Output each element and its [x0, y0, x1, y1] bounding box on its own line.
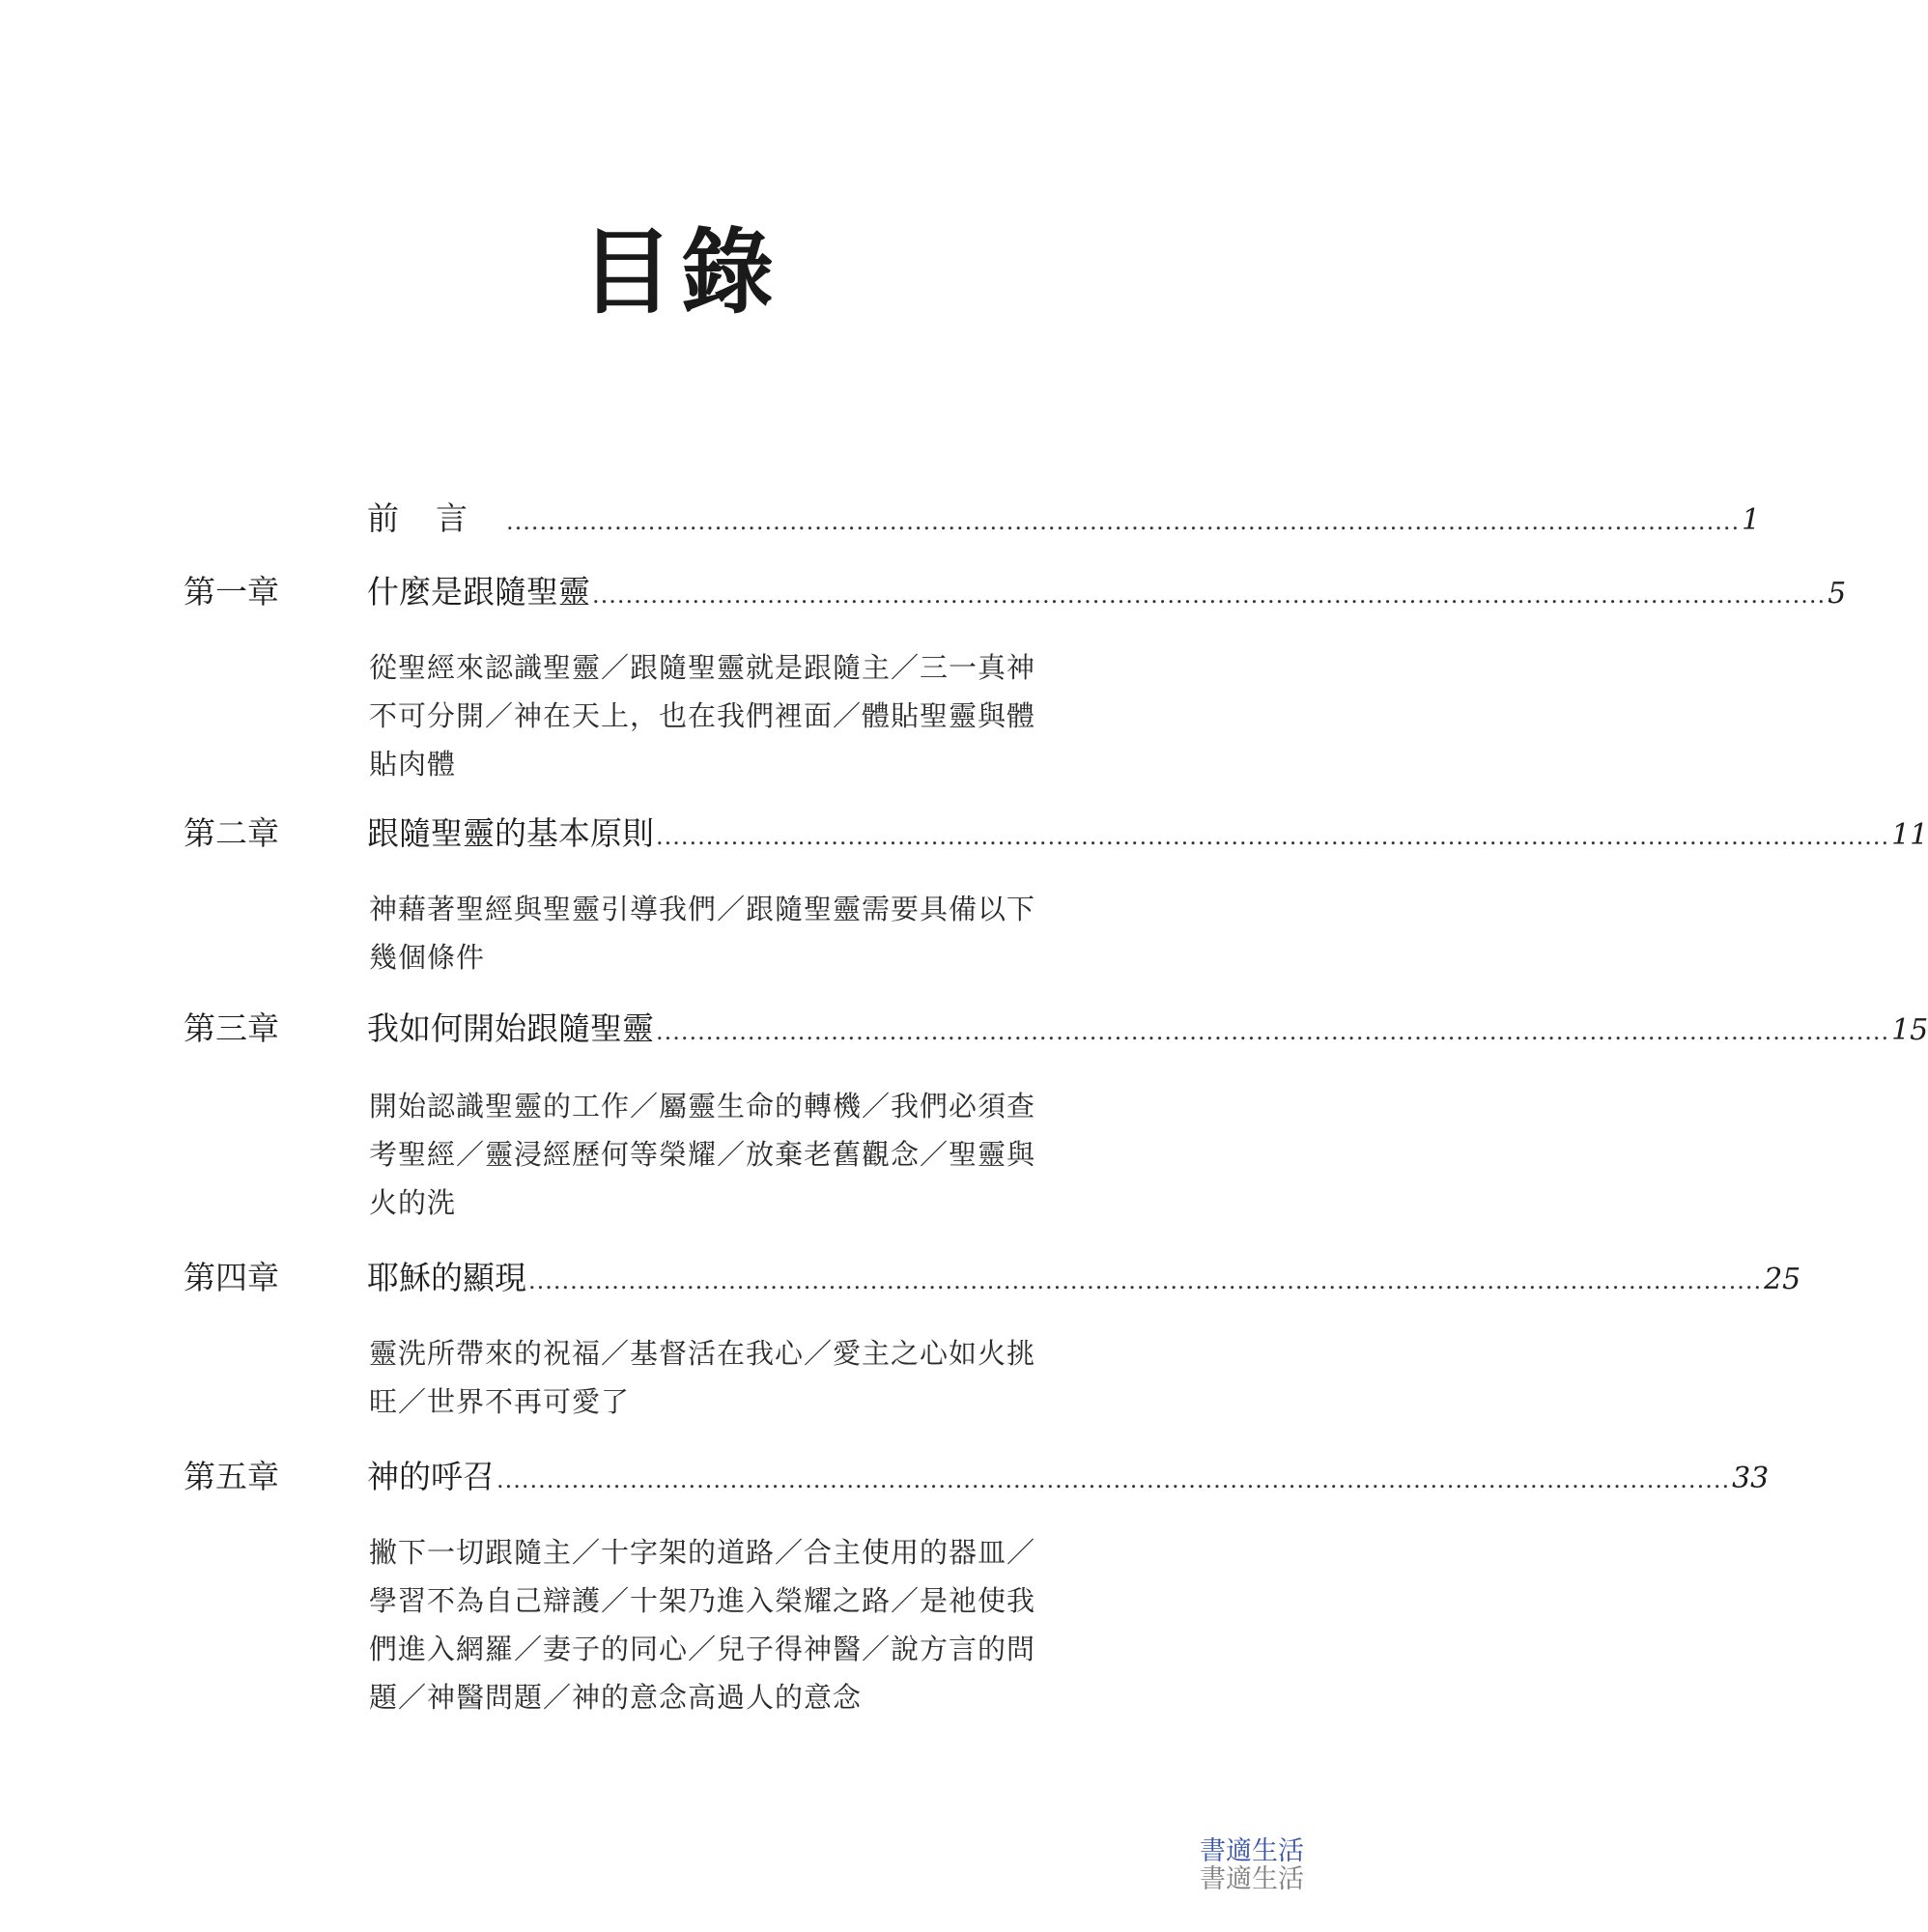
- toc-chapter-summary: [369, 643, 1122, 788]
- summary-line: 神藉著聖經與聖靈引導我們／跟隨聖靈需要具備以下: [369, 893, 1036, 925]
- toc-entry-preface[interactable]: [184, 495, 1761, 543]
- summary-line: 貼肉體: [369, 748, 457, 781]
- dot-leader: ....................................................................................................................................................: [506, 508, 1741, 535]
- summary-line: 學習不為自己辯護／十架乃進入榮耀之路／是祂使我: [369, 1584, 1036, 1617]
- summary-line: 火的洗: [369, 1186, 457, 1219]
- brand-text-shadow: 書適生活: [1200, 1864, 1304, 1894]
- toc-entry-chapter-1[interactable]: [184, 568, 1847, 616]
- toc-chapter-summary: [369, 885, 1122, 981]
- summary-line: 幾個條件: [369, 941, 486, 974]
- dot-leader: ....................................................................................................................................................: [656, 823, 1890, 850]
- publisher-watermark: [1188, 1837, 1304, 1893]
- toc-chapter-label: 第五章: [184, 1458, 279, 1495]
- toc-entry-title: 耶穌的顯現: [367, 1259, 526, 1296]
- summary-line: 靈洗所帶來的祝福／基督活在我心／愛主之心如火挑: [369, 1337, 1036, 1370]
- summary-line: 撇下一切跟隨主／十字架的道路／合主使用的器皿／: [369, 1536, 1036, 1569]
- toc-page-number: 15: [1891, 1013, 1928, 1047]
- toc-page-number: 11: [1891, 818, 1928, 852]
- page-title: 目錄: [581, 217, 781, 327]
- toc-entry-title: 跟隨聖靈的基本原則: [367, 814, 654, 852]
- toc-entry-chapter-4[interactable]: [184, 1254, 1801, 1302]
- toc-entry-title: 前言: [367, 499, 504, 537]
- summary-line: 題／神醫問題／神的意念高過人的意念: [369, 1681, 863, 1714]
- toc-entry-chapter-2[interactable]: [184, 810, 1928, 858]
- summary-line: 旺／世界不再可愛了: [369, 1385, 631, 1418]
- summary-line: 們進入網羅／妻子的同心／兒子得神醫／說方言的問: [369, 1633, 1036, 1665]
- toc-entry-title: 我如何開始跟隨聖靈: [367, 1009, 654, 1047]
- toc-chapter-label: 第一章: [184, 573, 279, 611]
- dot-leader: ....................................................................................................................................................: [496, 1466, 1731, 1493]
- toc-chapter-summary: [369, 1329, 1122, 1426]
- toc-chapter-label: 第三章: [184, 1009, 279, 1047]
- summary-line: 不可分開／神在天上，也在我們裡面／體貼聖靈與體: [369, 699, 1036, 732]
- toc-page-number: 5: [1828, 577, 1847, 611]
- dot-leader: ....................................................................................................................................................: [592, 582, 1827, 609]
- toc-entry-chapter-3[interactable]: [184, 1005, 1928, 1053]
- brand-text-primary: 書適生活: [1200, 1836, 1304, 1866]
- toc-chapter-summary: [369, 1528, 1122, 1721]
- toc-page-number: 33: [1732, 1462, 1770, 1495]
- toc-chapter-label: 第四章: [184, 1259, 279, 1296]
- dot-leader: ....................................................................................................................................................: [528, 1267, 1763, 1294]
- toc-chapter-label: 第二章: [184, 814, 279, 852]
- toc-entry-chapter-5[interactable]: [184, 1453, 1770, 1501]
- dot-leader: ....................................................................................................................................................: [656, 1018, 1890, 1045]
- toc-chapter-summary: [369, 1082, 1122, 1227]
- toc-page-number: 1: [1742, 503, 1761, 537]
- toc-entry-title: 神的呼召: [367, 1458, 495, 1495]
- toc-entry-title: 什麼是跟隨聖靈: [367, 573, 590, 611]
- summary-line: 從聖經來認識聖靈／跟隨聖靈就是跟隨主／三一真神: [369, 651, 1036, 684]
- summary-line: 考聖經／靈浸經歷何等榮耀／放棄老舊觀念／聖靈與: [369, 1138, 1036, 1171]
- summary-line: 開始認識聖靈的工作／屬靈生命的轉機／我們必須查: [369, 1090, 1036, 1122]
- toc-page-number: 25: [1764, 1263, 1801, 1296]
